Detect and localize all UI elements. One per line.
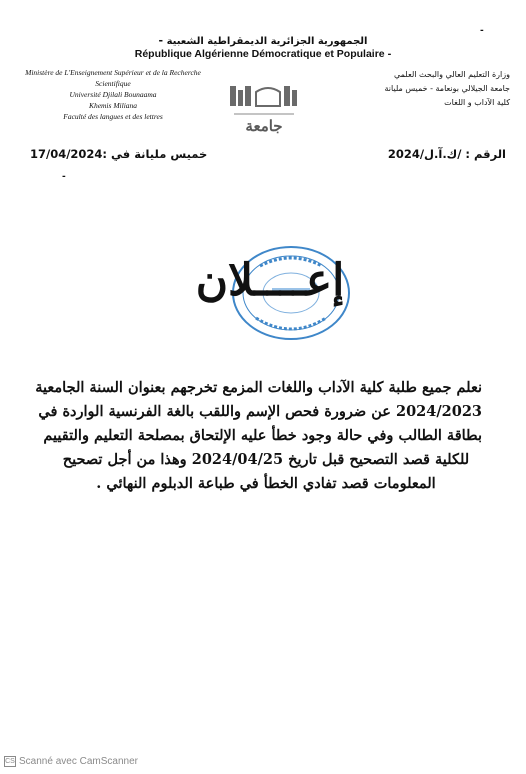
- header-arabic-republic: [0, 34, 526, 47]
- fr-university: Université Djilali Bounaama: [69, 90, 157, 99]
- ar-university: جامعة الجيلالي بونعامة - خميس مليانة: [384, 84, 510, 93]
- small-mark: -: [62, 172, 66, 182]
- institution-block-arabic: [360, 68, 510, 110]
- announcement-body: [35, 376, 482, 496]
- body-line-4: للكلية قصد التصحيح قبل تاريخ 2024/04/25 وهذا من أجل تصحيح: [62, 451, 470, 468]
- date-line: خميس مليانة في :17/04/2024: [30, 147, 208, 161]
- fr-ministry-cont: Scientifique: [95, 79, 131, 88]
- scanner-watermark: [4, 756, 138, 767]
- logo-text: جامعة: [245, 117, 283, 135]
- ar-ministry: وزارة التعليم العالي والبحث العلمي: [394, 70, 510, 79]
- body-line-1: نعلم جميع طلبة كلية الآداب واللغات المزمع تخرجهم بعنوان السنة الجامعية: [35, 379, 482, 396]
- ar-faculty: كلية الآداب و اللغات: [444, 98, 510, 107]
- announcement-title: إعــــلان: [195, 255, 345, 306]
- institution-block-french: [18, 67, 208, 122]
- header-dash-mark-2: -: [387, 48, 392, 60]
- university-logo: [228, 84, 300, 136]
- body-line-2: 2024/2023 عن ضرورة فحص الإسم واللقب بالغة الفرنسية الواردة في: [38, 403, 482, 420]
- header-french-republic-text: République Algérienne Démocratique et Populaire: [134, 48, 385, 60]
- corner-mark: -: [480, 26, 484, 36]
- fr-city: Khemis Miliana: [88, 101, 138, 110]
- fr-faculty: Faculté des langues et des lettres: [63, 112, 163, 121]
- header-french-republic: [0, 48, 526, 60]
- body-line-5: المعلومات قصد تفادي الخطأ في طباعة الدبلوم النهائي .: [96, 475, 436, 492]
- reference-number: الرقم : /ك.آ.ل/2024: [387, 147, 506, 161]
- camscanner-icon: CS: [5, 758, 15, 765]
- header-arabic-republic-text: الجمهورية الجزائرية الديمقراطية الشعبية: [166, 36, 368, 47]
- header-dash-mark: -: [158, 34, 164, 47]
- fr-ministry: Ministère de L'Enseignement Supérieur et de la Recherche: [25, 68, 201, 77]
- scanner-text: Scanné avec CamScanner: [19, 756, 138, 768]
- body-line-3: بطاقة الطالب وفي حالة وجود خطأ عليه الإلتحاق بمصلحة التعليم والتقييم: [43, 427, 482, 444]
